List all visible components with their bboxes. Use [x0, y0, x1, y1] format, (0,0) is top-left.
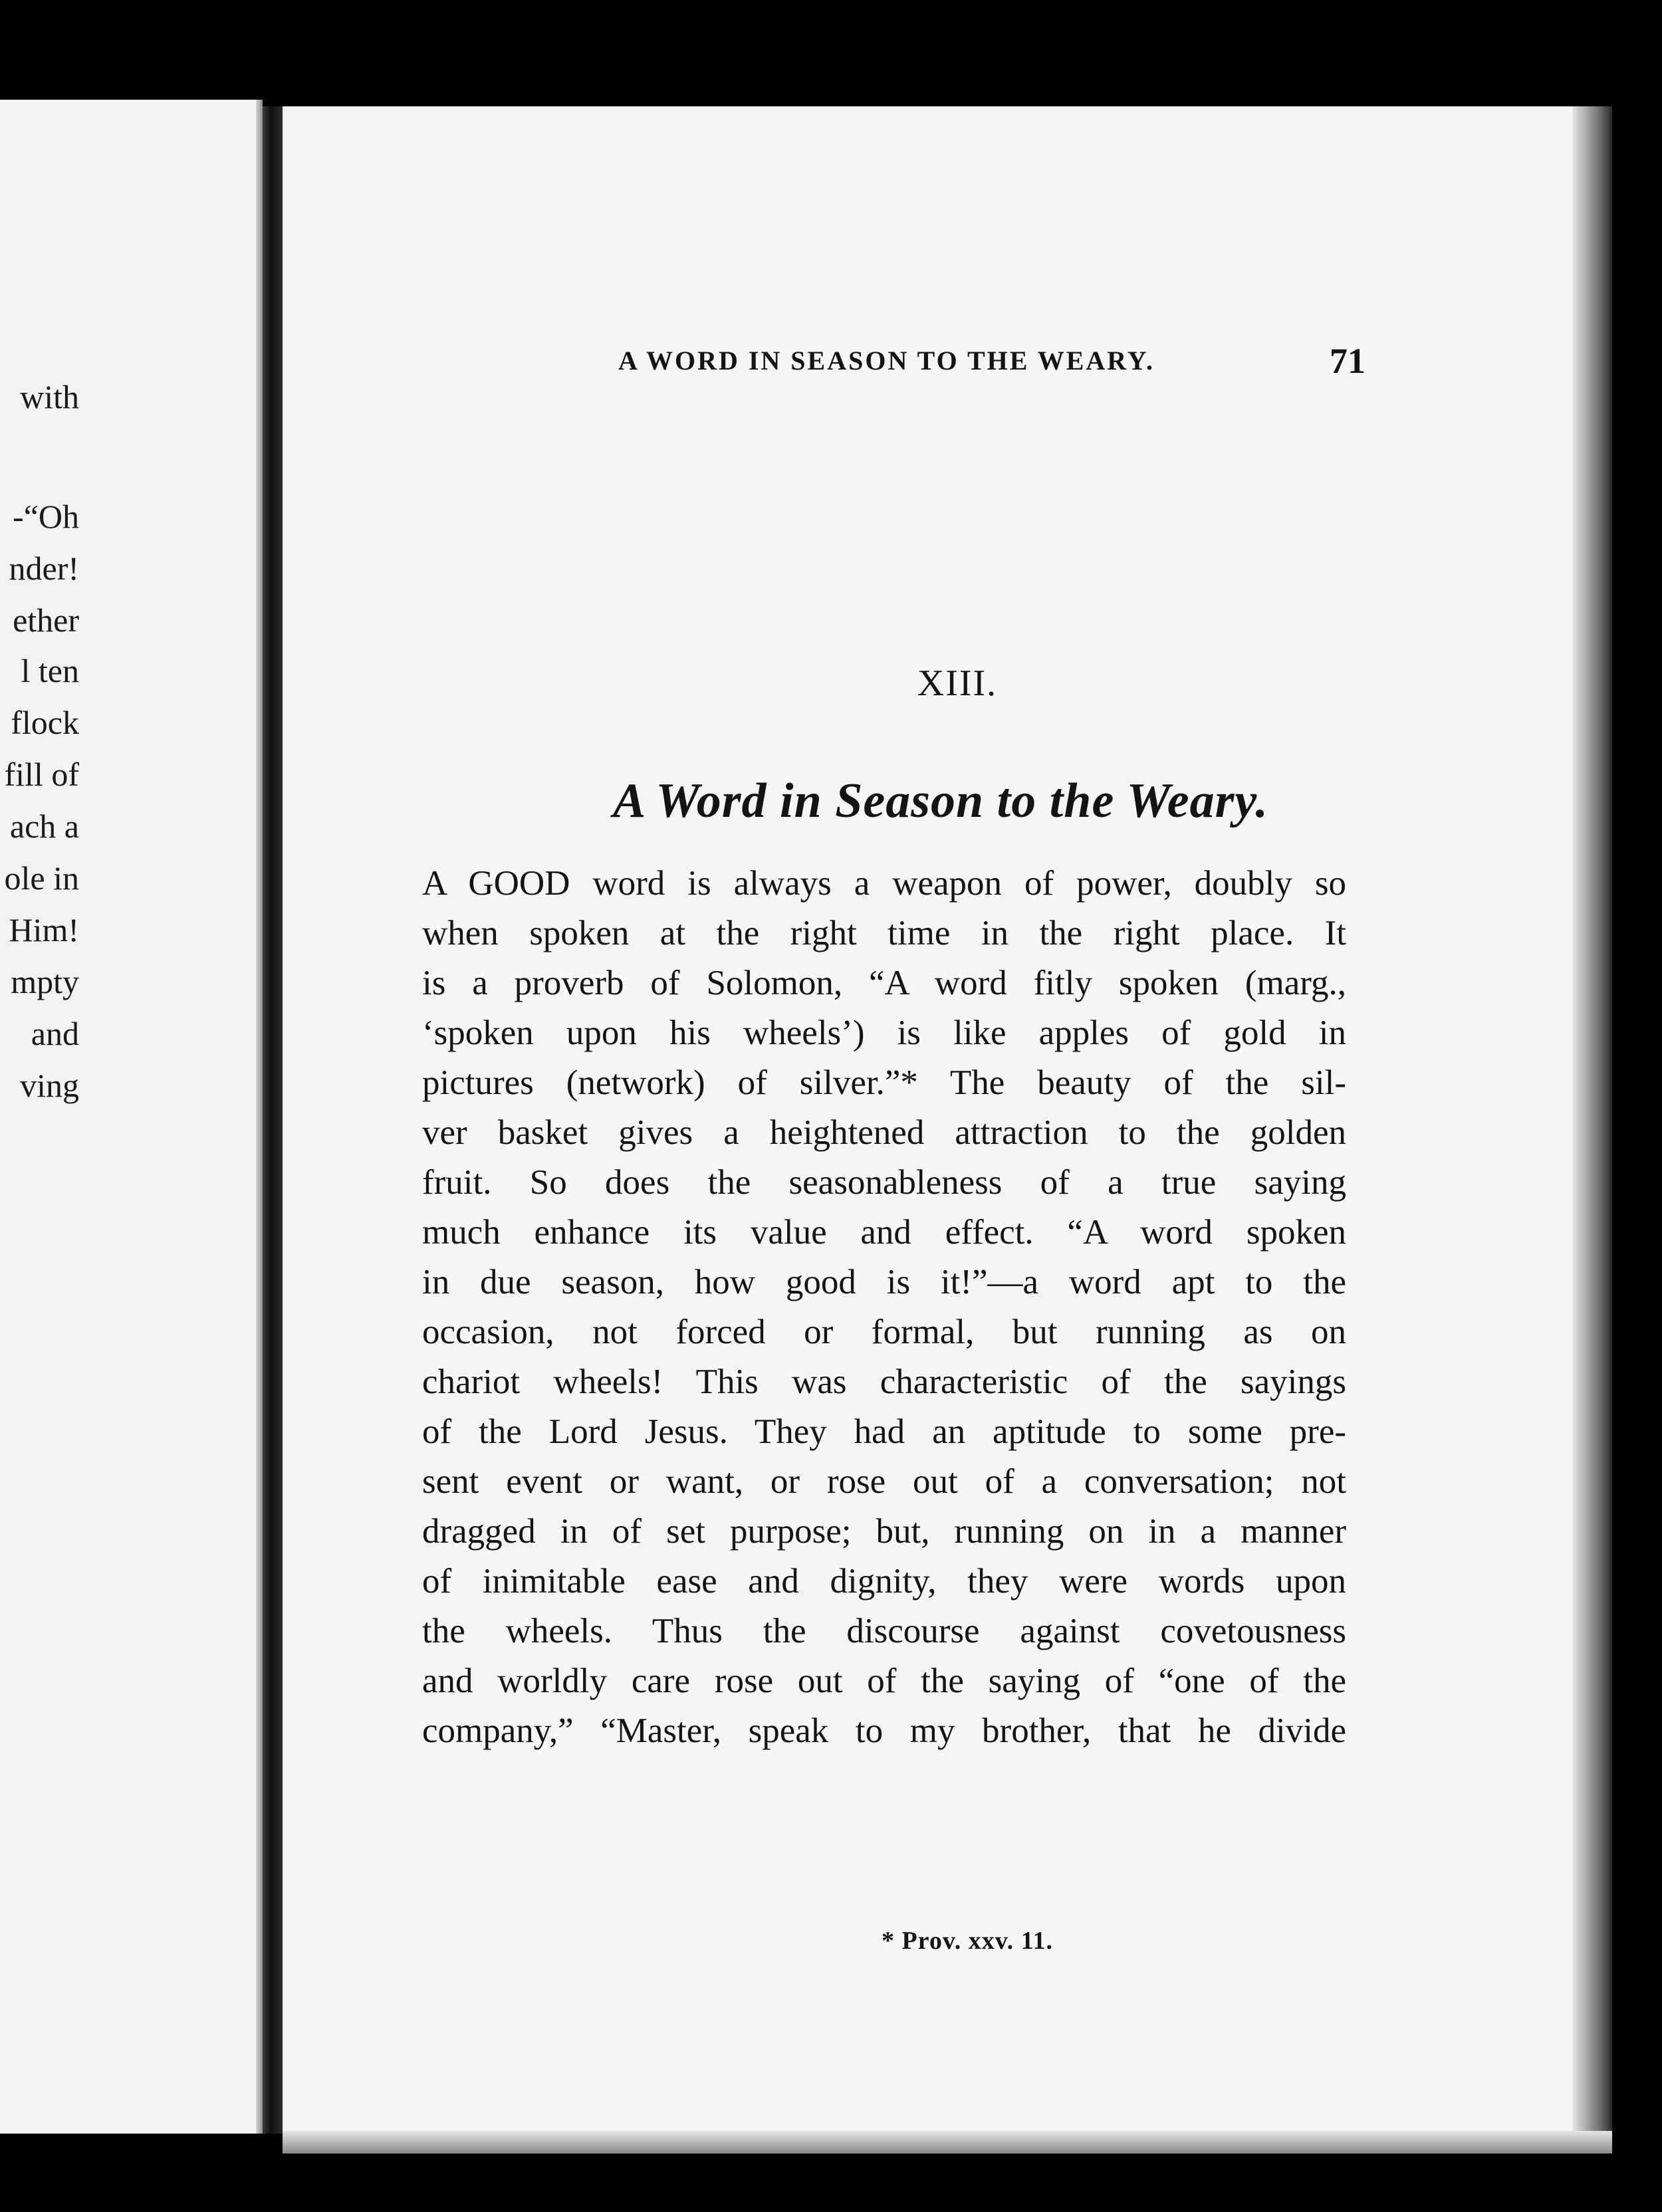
previous-page-line: -“Oh	[13, 498, 79, 535]
body-line: of inimitable ease and dignity, they were words upon	[422, 1562, 1346, 1601]
running-title: A WORD IN SEASON TO THE WEARY.	[618, 346, 1155, 376]
previous-page-line: fill of	[4, 756, 79, 793]
previous-page-line: and	[31, 1015, 79, 1052]
page-number: 71	[1330, 341, 1365, 381]
previous-page-line: Him!	[9, 911, 79, 948]
previous-page-line: ole in	[4, 859, 79, 897]
footnote: * Prov. xxv. 11.	[881, 1927, 1054, 1955]
running-head	[618, 334, 1483, 387]
chapter-title: A Word in Season to the Weary.	[612, 774, 1269, 828]
body-line: the wheels. Thus the discourse against covetousness	[422, 1612, 1346, 1650]
body-line: chariot wheels! This was characteristic of the sayings	[422, 1363, 1346, 1401]
chapter-number: XIII.	[917, 663, 998, 704]
body-text	[422, 859, 1346, 1756]
body-line: pictures (network) of silver.”* The beauty of the sil-	[422, 1063, 1346, 1102]
body-line: occasion, not forced or formal, but running as on	[422, 1313, 1346, 1351]
body-line: and worldly care rose out of the saying of “one of the	[422, 1662, 1346, 1700]
body-line: fruit. So does the seasonableness of a true saying	[422, 1163, 1346, 1202]
page-fore-edge	[1572, 106, 1612, 2154]
previous-page-line: l ten	[21, 652, 79, 689]
previous-page-line: with	[20, 378, 79, 415]
current-page	[283, 106, 1612, 2154]
book-gutter	[263, 106, 283, 2134]
body-line: dragged in of set purpose; but, running on in a manner	[422, 1512, 1346, 1551]
previous-page-line: nder!	[9, 550, 79, 587]
body-line: ver basket gives a heightened attraction to the golden	[422, 1113, 1346, 1152]
body-line: much enhance its value and effect. “A word spoken	[422, 1213, 1346, 1252]
previous-page-edge	[256, 100, 263, 2134]
body-line: A GOOD word is always a weapon of power, doubly so	[422, 864, 1346, 903]
body-line: when spoken at the right time in the right place. It	[422, 914, 1346, 952]
page-bottom-edge	[283, 2131, 1612, 2154]
previous-page-line: mpty	[11, 963, 79, 1000]
body-line: of the Lord Jesus. They had an aptitude to some pre-	[422, 1412, 1346, 1451]
body-line: company,” “Master, speak to my brother, that he divide	[422, 1712, 1346, 1750]
body-line: ‘spoken upon his wheels’) is like apples of gold in	[422, 1014, 1346, 1052]
body-line: is a proverb of Solomon, “A word fitly spoken (marg.,	[422, 964, 1346, 1002]
previous-page-line: flock	[11, 704, 79, 741]
previous-page-line: ving	[20, 1067, 79, 1104]
body-line: sent event or want, or rose out of a conversation; not	[422, 1462, 1346, 1501]
previous-page-line: ether	[13, 602, 79, 639]
body-line: in due season, how good is it!”—a word apt to the	[422, 1263, 1346, 1301]
previous-page-line: ach a	[9, 808, 79, 845]
previous-page-fragment	[0, 100, 263, 2134]
